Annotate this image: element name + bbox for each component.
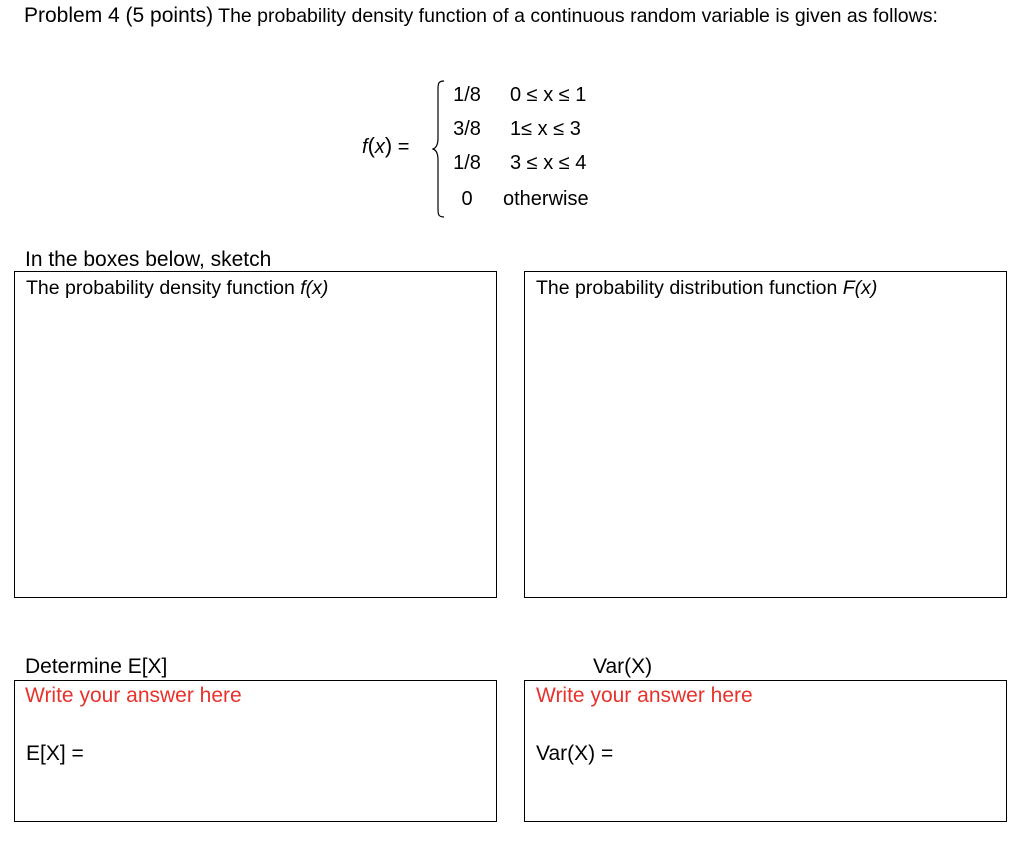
expectation-answer-label: E[X] = — [26, 742, 84, 765]
pdf-case-condition: otherwise — [503, 188, 589, 210]
variance-answer-label: Var(X) = — [536, 742, 614, 765]
pdf-sketch-box[interactable] — [14, 271, 497, 598]
pdf-function-name: f — [362, 136, 368, 158]
pdf-case-condition: 0 ≤ x ≤ 1 — [510, 84, 587, 106]
pdf-case-value: 0 — [461, 188, 473, 210]
piecewise-brace-icon — [432, 80, 446, 218]
expectation-heading: Determine E[X] — [25, 655, 168, 678]
cdf-sketch-label: The probability distribution function F(x) — [536, 277, 878, 299]
variance-heading: Var(X) — [593, 655, 653, 678]
pdf-case-condition: 3 ≤ x ≤ 4 — [510, 152, 587, 174]
pdf-sketch-label: The probability density function f(x) — [26, 277, 329, 299]
problem-statement — [24, 4, 984, 28]
expectation-answer-box[interactable] — [14, 680, 497, 822]
pdf-case-value: 1/8 — [453, 152, 481, 174]
pdf-case-value: 1/8 — [453, 84, 481, 106]
cdf-sketch-box[interactable] — [524, 271, 1007, 598]
sketch-heading: In the boxes below, sketch — [25, 248, 272, 271]
variance-answer-box[interactable] — [524, 680, 1007, 822]
pdf-case-condition: 1≤ x ≤ 3 — [510, 118, 581, 140]
pdf-variable: x — [374, 136, 385, 158]
pdf-equals: = — [397, 136, 410, 158]
variance-prompt: Write your answer here — [536, 684, 753, 707]
pdf-lhs: f(x) = — [362, 133, 410, 158]
pdf-case-value: 3/8 — [453, 118, 481, 140]
problem-title: Problem 4 (5 points) — [24, 4, 214, 27]
expectation-prompt: Write your answer here — [25, 684, 242, 707]
problem-text: The probability density function of a continuous random variable is given as follows: — [213, 5, 938, 27]
